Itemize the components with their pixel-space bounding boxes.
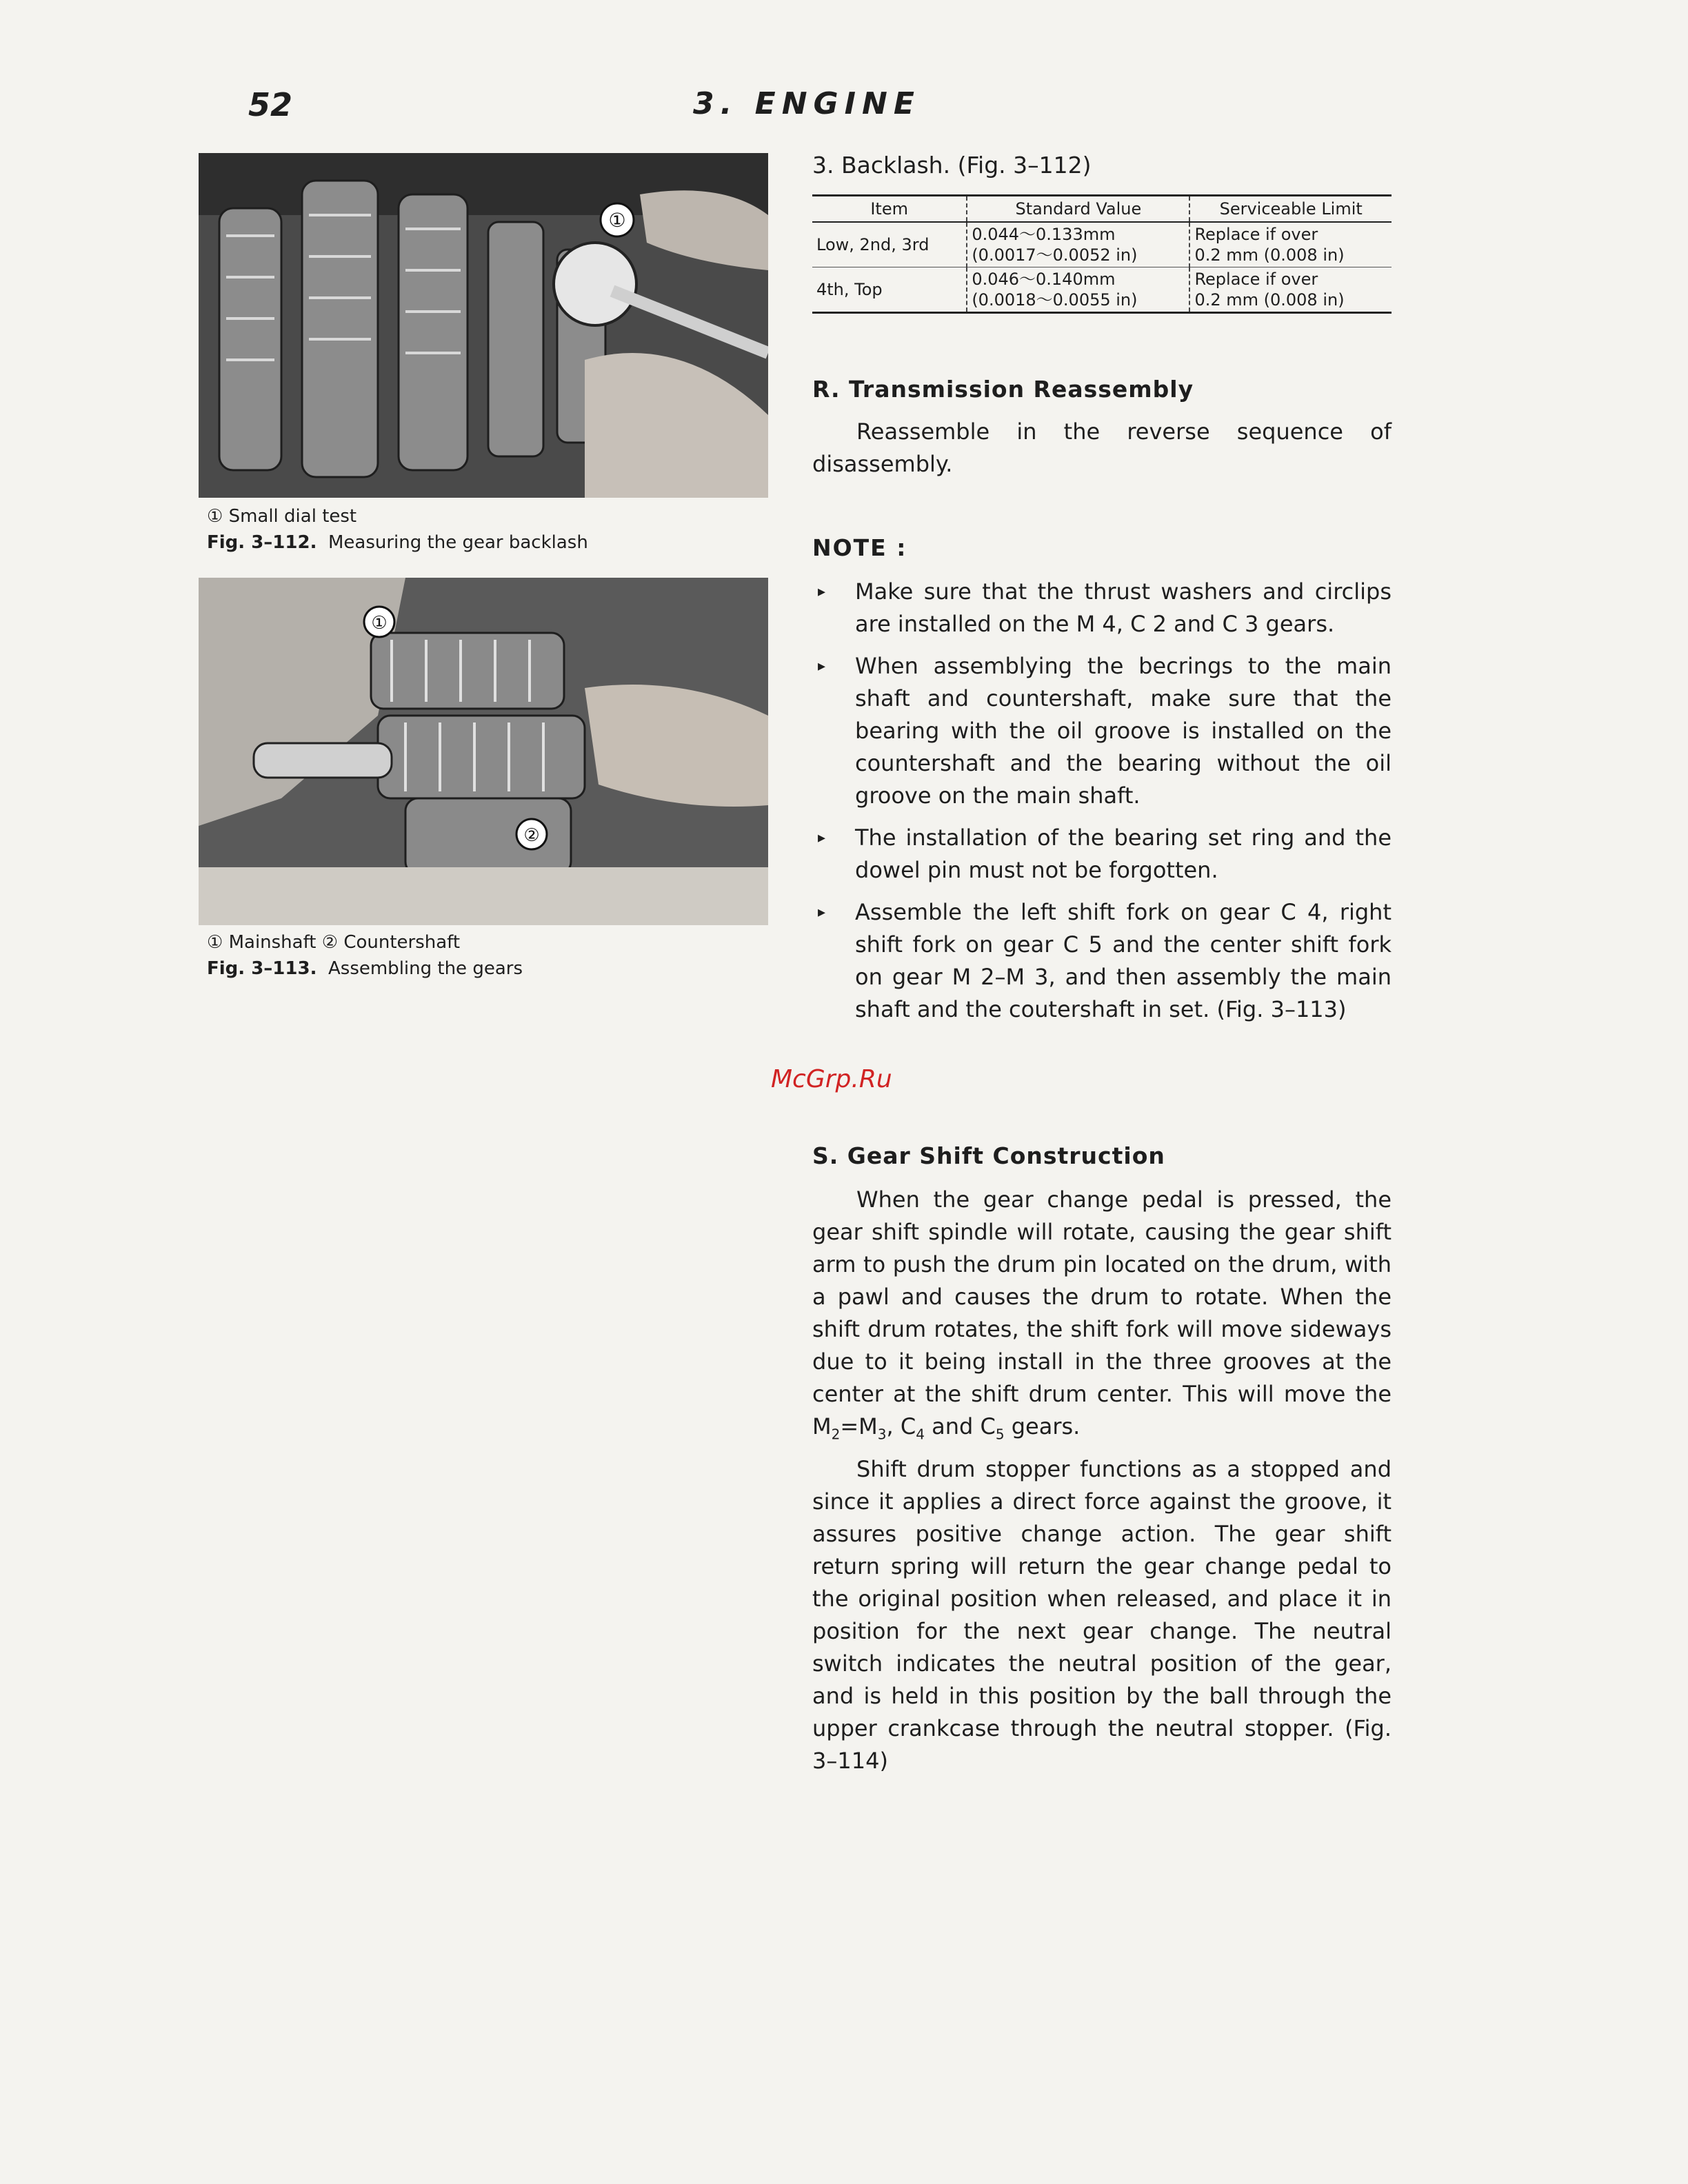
std-mm: 0.046～0.140mm: [972, 270, 1116, 289]
figure-113-label: Fig. 3–113.: [207, 958, 317, 979]
row-item: Low, 2nd, 3rd: [812, 222, 967, 267]
figure-113-callout-1: ①: [371, 613, 388, 634]
col-standard-value: Standard Value: [967, 196, 1189, 223]
limit-line-2: 0.2 mm (0.008 in): [1194, 290, 1345, 310]
p1-end: gears.: [1004, 1413, 1081, 1439]
chapter-header: 3. ENGINE: [693, 86, 921, 121]
figure-113-callout-2: ②: [523, 825, 540, 846]
note-text: When assemblying the becrings to the main shaft and countershaft, make sure that the bearing with the oil groove is installed on the countershaft and the bearing without the oil groove on the main shaft.: [855, 653, 1391, 809]
bullet-icon: ▸: [818, 904, 826, 921]
p1-and: and C: [924, 1413, 996, 1439]
section-s-title: S. Gear Shift Construction: [812, 1142, 1165, 1169]
row-standard: [967, 267, 1189, 313]
p1-sub-4: 4: [916, 1426, 925, 1443]
std-in: (0.0017～0.0052 in): [972, 245, 1138, 265]
p1-c4: , C: [886, 1413, 916, 1439]
figure-113-caption: [207, 929, 523, 982]
list-item: [812, 822, 1391, 887]
figure-3-113-photo: [199, 578, 768, 925]
list-item: [812, 576, 1391, 640]
section-s-paragraph-1: [812, 1184, 1391, 1450]
figure-3-112-photo: [199, 153, 768, 498]
watermark: McGrp.Ru: [771, 1065, 892, 1093]
p1-sub-3: 3: [877, 1426, 887, 1443]
std-mm: 0.044～0.133mm: [972, 225, 1116, 244]
p1-m: M: [812, 1413, 832, 1439]
p1-text: When the gear change pedal is pressed, the gear shift spindle will rotate, causing the gear shift arm to push the drum pin located on the drum, with a pawl and causes the drum to rotate. When the shift drum rotates, the shift fork will move sideways due to it being install in the three grooves at the center at the shift drum center. This will move the: [812, 1186, 1391, 1407]
row-limit: [1189, 267, 1391, 313]
p1-sub-2: 2: [831, 1426, 841, 1443]
note-text: The installation of the bearing set ring and the dowel pin must not be forgotten.: [855, 825, 1391, 883]
note-title: NOTE :: [812, 534, 907, 561]
row-limit: [1189, 222, 1391, 267]
row-standard: [967, 222, 1189, 267]
limit-line-2: 0.2 mm (0.008 in): [1194, 245, 1345, 265]
row-item: 4th, Top: [812, 267, 967, 313]
page-number: 52: [248, 86, 293, 123]
backlash-heading: 3. Backlash. (Fig. 3–112): [812, 152, 1092, 179]
backlash-table: [812, 194, 1391, 314]
list-item: [812, 650, 1391, 812]
note-text: Make sure that the thrust washers and circlips are installed on the M 4, C 2 and C 3 gears.: [855, 578, 1391, 637]
figure-113-caption-text: Assembling the gears: [328, 958, 523, 979]
section-r-title: R. Transmission Reassembly: [812, 376, 1194, 403]
bullet-icon: ▸: [818, 829, 826, 847]
section-s-paragraph-2: Shift drum stopper functions as a stopped and since it applies a direct force against the groove, it assures positive change action. The gear shift return spring will return the gear change pedal to the original position when released, and place it in position for the next gear change. The neutral switch indicates the neutral position of the gear, and is held in this position by the ball through the upper crankcase through the neutral stopper. (Fig. 3–114): [812, 1456, 1391, 1774]
p1-sub-5: 5: [995, 1426, 1005, 1443]
table-row: [812, 222, 1391, 267]
col-item: Item: [812, 196, 967, 223]
bullet-icon: ▸: [818, 658, 826, 675]
limit-line-1: Replace if over: [1194, 270, 1318, 289]
p1-eq: =M: [840, 1413, 878, 1439]
col-serviceable-limit: Serviceable Limit: [1189, 196, 1391, 223]
std-in: (0.0018～0.0055 in): [972, 290, 1138, 310]
figure-112-label: Fig. 3–112.: [207, 532, 317, 553]
figure-112-caption-item: ① Small dial test: [207, 506, 357, 527]
bullet-icon: ▸: [818, 583, 826, 600]
figure-112-caption: [207, 503, 588, 556]
note-list: [812, 576, 1391, 1035]
limit-line-1: Replace if over: [1194, 225, 1318, 244]
list-item: [812, 896, 1391, 1026]
note-text: Assemble the left shift fork on gear C 4, right shift fork on gear C 5 and the center shift fork on gear M 2–M 3, and then assembly the main shaft and the coutershaft in set. (Fig. 3–113): [855, 899, 1391, 1022]
figure-112-caption-text: Measuring the gear backlash: [328, 532, 588, 553]
table-row: [812, 267, 1391, 313]
figure-113-caption-item: ① Mainshaft ② Countershaft: [207, 932, 461, 953]
figure-112-callout: ①: [608, 209, 626, 232]
section-r-body: Reassemble in the reverse sequence of disassembly.: [812, 418, 1391, 477]
